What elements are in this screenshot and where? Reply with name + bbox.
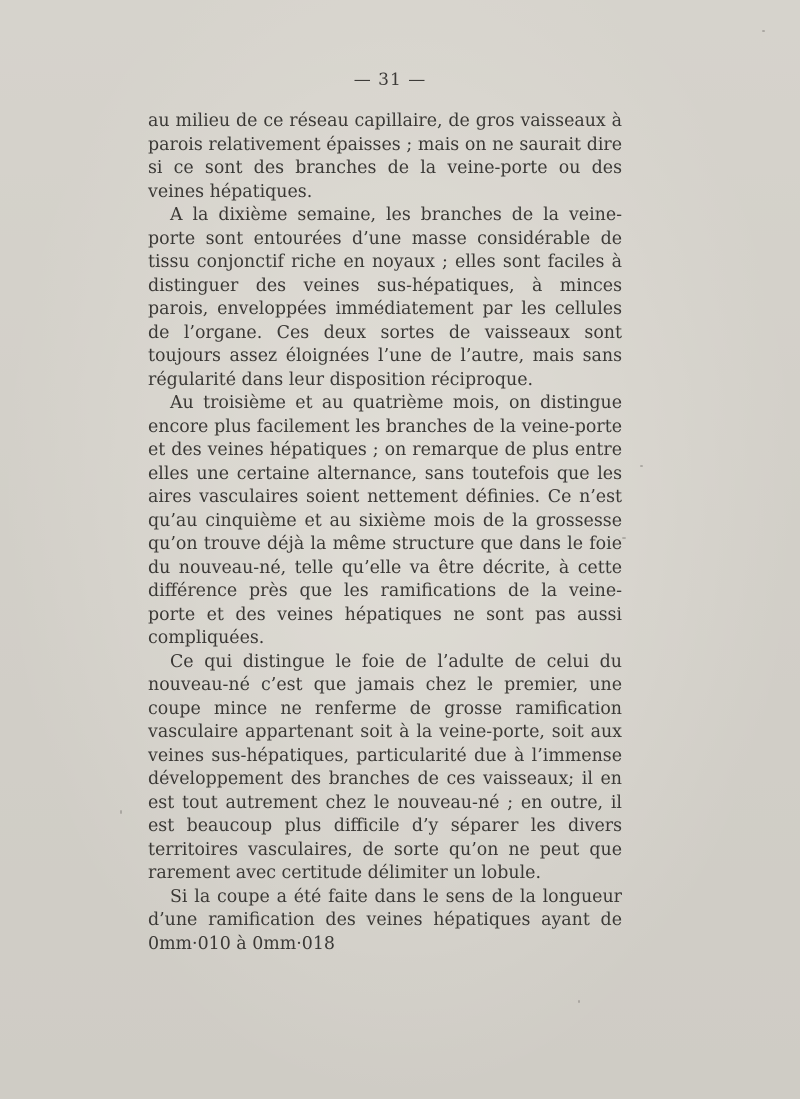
body-text [148,110,622,956]
paragraph-2: A la dixième semaine, les branches de la veine-porte sont entourées d’une masse considérable de tissu conjonctif riche en noyaux ; elles sont faciles à distinguer des veines sus-hépatiques, à minces parois, enveloppées immédiatement par les cellules de l’organe. Ces deux sortes de vaisseaux sont toujours assez éloignées l’une de l’autre, mais sans régularité dans leur disposition réciproque. [148,205,622,390]
paper-speck [120,810,122,814]
paragraph-1: au milieu de ce réseau capillaire, de gros vaisseaux à parois relativement épaisses ; mais on ne saurait dire si ce sont des branches de la veine-porte ou des veines hépatiques. [148,111,622,202]
paragraph-3: Au troisième et au quatrième mois, on distingue encore plus facilement les branches de la veine-porte et des veines hépatiques ; on remarque de plus entre elles une certaine alternance, sans toutefois que les aires vasculaires soient nettement définies. Ce n’est qu’au cinquième et au sixième mois de la grossesse qu’on trouve déjà la même structure que dans le foie du nouveau-né, telle qu’elle va être décrite, à cette différence près que les ramifications de la veine-porte et des veines hépatiques ne sont pas aussi compliquées. [148,393,622,648]
page-number: — 31 — [353,70,427,90]
paragraph-4: Ce qui distingue le foie de l’adulte de celui du nouveau-né c’est que jamais chez le premier, une coupe mince ne renferme de grosse ramification vasculaire appartenant soit à la veine-porte, soit aux veines sus-hépatiques, particularité due à l’immense développement des branches de ces vaisseaux; il en est tout autrement chez le nouveau-né ; en outre, il est beaucoup plus difficile d’y séparer les divers territoires vasculaires, de sorte qu’on ne peut que rarement avec certitude délimiter un lobule. [148,651,622,883]
paper-speck [762,30,765,32]
paragraph-5: Si la coupe a été faite dans le sens de la longueur d’une ramification des veines hépatiques ayant de 0mm·010 à 0mm·018 [148,886,622,954]
paper-speck [640,465,643,467]
paper-speck [622,537,626,539]
paper-speck [578,1000,580,1003]
